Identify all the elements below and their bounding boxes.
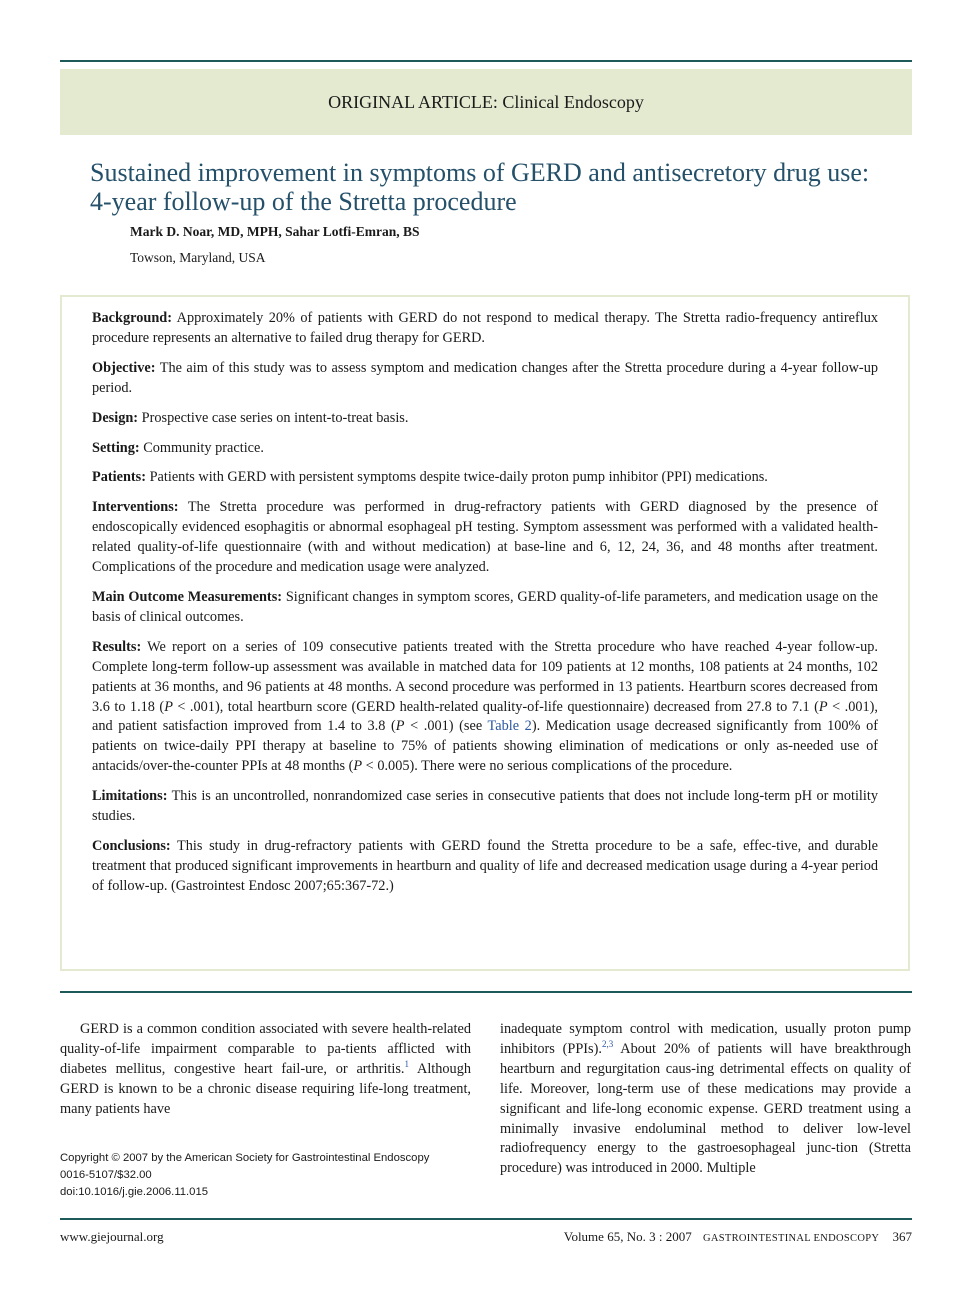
abstract-patients [92, 468, 878, 488]
article-authors: Mark D. Noar, MD, MPH, Sahar Lotfi-Emran, BS [130, 224, 420, 239]
results-text-5: ). Medication usage decreased significantly from 100% of patients on twice-daily PPI therapy at baseline to 75% of patients showing elimination of medications or only as-needed use of antacids/over-the-counter PPIs at 48 months ( [92, 718, 878, 775]
reference-2-3[interactable]: 2,3 [601, 1039, 614, 1050]
design-text: Prospective case series on intent-to-treat basis. [141, 409, 409, 426]
footer-volume: Volume 65, No. 3 : 2007 [563, 1229, 692, 1244]
interventions-label: Interventions: [92, 499, 179, 516]
objective-label: Objective: [92, 359, 156, 376]
abstract-background [92, 309, 878, 349]
results-text-4: < .001) (see [404, 718, 488, 735]
footer-journal: GASTROINTESTINAL ENDOSCOPY [702, 1233, 880, 1244]
top-rule [60, 60, 912, 62]
abstract-objective [92, 359, 878, 399]
results-text-2: < .001), total heartburn score (GERD health-related quality-of-life questionnaire) decreased from 27.8 to 7.1 ( [172, 698, 819, 715]
limitations-text: This is an uncontrolled, nonrandomized case series in consecutive patients that does not include long-term pH or motility studies. [92, 788, 878, 825]
body-column-right [500, 1020, 911, 1179]
body-paragraph [60, 1020, 471, 1120]
article-title: Sustained improvement in symptoms of GERD and antisecretory drug use: 4-year follow-up of the Stretta procedure [90, 158, 870, 216]
interventions-text: The Stretta procedure was performed in drug-refractory patients with GERD diagnosed by the presence of endoscopically evidenced esophagitis or abnormal esophageal pH testing. Symptom assessment was performed with a validated health-related quality-of-life questionnaire (with and without medication) at base-line and 6, 12, 24, 36, and 48 months after treatment. Complications of the procedure and medication usage were analyzed. [92, 499, 878, 576]
right-text-1: inadequate symptom control with medication, usually proton pump inhibitors (PPIs). [500, 1021, 911, 1057]
issn-line: 0016-5107/$32.00 [60, 1169, 152, 1181]
footer-website[interactable]: www.giejournal.org [60, 1229, 164, 1244]
outcome-text: Significant changes in symptom scores, GERD quality-of-life parameters, and medication usage on the basis of clinical outcomes. [92, 588, 878, 625]
conclusions-text: This study in drug-refractory patients with GERD found the Stretta procedure to be a safe, effec-tive, and durable treatment that produced significant improvements in heartburn and quality of life and decreased medication usage during a 4-year period of follow-up. (Gastrointest Endosc 2007;65:367-72.) [92, 837, 878, 894]
patients-text: Patients with GERD with persistent symptoms despite twice-daily proton pump inhibitor (PPI) medications. [149, 469, 768, 486]
conclusions-label: Conclusions: [92, 837, 171, 854]
abstract-box [60, 295, 910, 971]
left-text-1: GERD is a common condition associated with severe health-related quality-of-life impairment comparable to pa-tients afflicted with diabetes mellitus, congestive heart fail-ure, or arthritis. [60, 1021, 471, 1077]
section-band [60, 69, 912, 135]
background-text: Approximately 20% of patients with GERD do not respond to medical therapy. The Stretta radio-frequency antireflux procedure represents an alternative to failed drug therapy for GERD. [92, 310, 878, 346]
right-text-2: About 20% of patients will have breakthrough heartburn and regurgitation caus-ing detrimental effects on quality of life. Moreover, long-term use of these medications may provide a significant and life-long economic expense. GERD treatment using a minimally invasive endoluminal method to deliver low-level radiofrequency energy to the gastroesophageal junc-tion (Stretta procedure) was introduced in 2000. Multiple [500, 1040, 911, 1177]
setting-label: Setting: [92, 439, 140, 456]
background-label: Background: [92, 310, 172, 326]
body-paragraph [500, 1020, 911, 1179]
results-text-3: < .001), and patient satisfaction improved from 1.4 to 3.8 ( [92, 698, 878, 735]
copyright-line: Copyright © 2007 by the American Society for Gastrointestinal Endoscopy [60, 1152, 430, 1164]
results-label: Results: [92, 638, 142, 655]
reference-1[interactable]: 1 [404, 1059, 409, 1070]
p-symbol: P [353, 758, 363, 775]
patients-label: Patients: [92, 469, 146, 486]
p-symbol: P [164, 698, 173, 715]
abstract-results [92, 638, 878, 777]
table-2-link[interactable]: Table 2 [487, 718, 532, 735]
copyright-block [60, 1150, 490, 1201]
abstract-setting [92, 439, 878, 459]
p-symbol: P [818, 698, 828, 715]
abstract-outcome [92, 588, 878, 628]
abstract-limitations [92, 787, 878, 827]
setting-text: Community practice. [143, 439, 264, 456]
results-text-1: We report on a series of 109 consecutive patients treated with the Stretta procedure who have reached 4-year follow-up. Complete long-term follow-up assessment was available in matched data for 109 patients at 12 months, 108 patients at 24 months, 102 patients at 36 months, and 96 patients at 48 months. A second procedure was performed in 13 patients. Heartburn scores decreased from 3.6 to 1.18 ( [92, 638, 878, 715]
footer-info [564, 1229, 912, 1245]
article-affiliation: Towson, Maryland, USA [130, 250, 266, 265]
section-label: ORIGINAL ARTICLE: Clinical Endoscopy [328, 91, 644, 112]
page-number: 367 [892, 1229, 912, 1244]
doi-line: doi:10.1016/j.gie.2006.11.015 [60, 1186, 209, 1198]
left-text-2: Although GERD is known to be a chronic disease requiring life-long treatment, many patients have [60, 1060, 472, 1117]
middle-rule [60, 991, 912, 993]
abstract-design [92, 409, 878, 429]
objective-text: The aim of this study was to assess symptom and medication changes after the Stretta procedure during a 4-year follow-up period. [92, 359, 878, 396]
abstract-conclusions [92, 837, 878, 897]
abstract-interventions [92, 498, 878, 578]
footer-rule [60, 1218, 912, 1220]
p-symbol: P [395, 718, 405, 735]
body-column-left [60, 1020, 471, 1120]
limitations-label: Limitations: [92, 788, 168, 805]
design-label: Design: [92, 409, 139, 426]
results-text-6: < 0.005). There were no serious complications of the procedure. [362, 758, 733, 775]
outcome-label: Main Outcome Measurements: [92, 588, 283, 605]
